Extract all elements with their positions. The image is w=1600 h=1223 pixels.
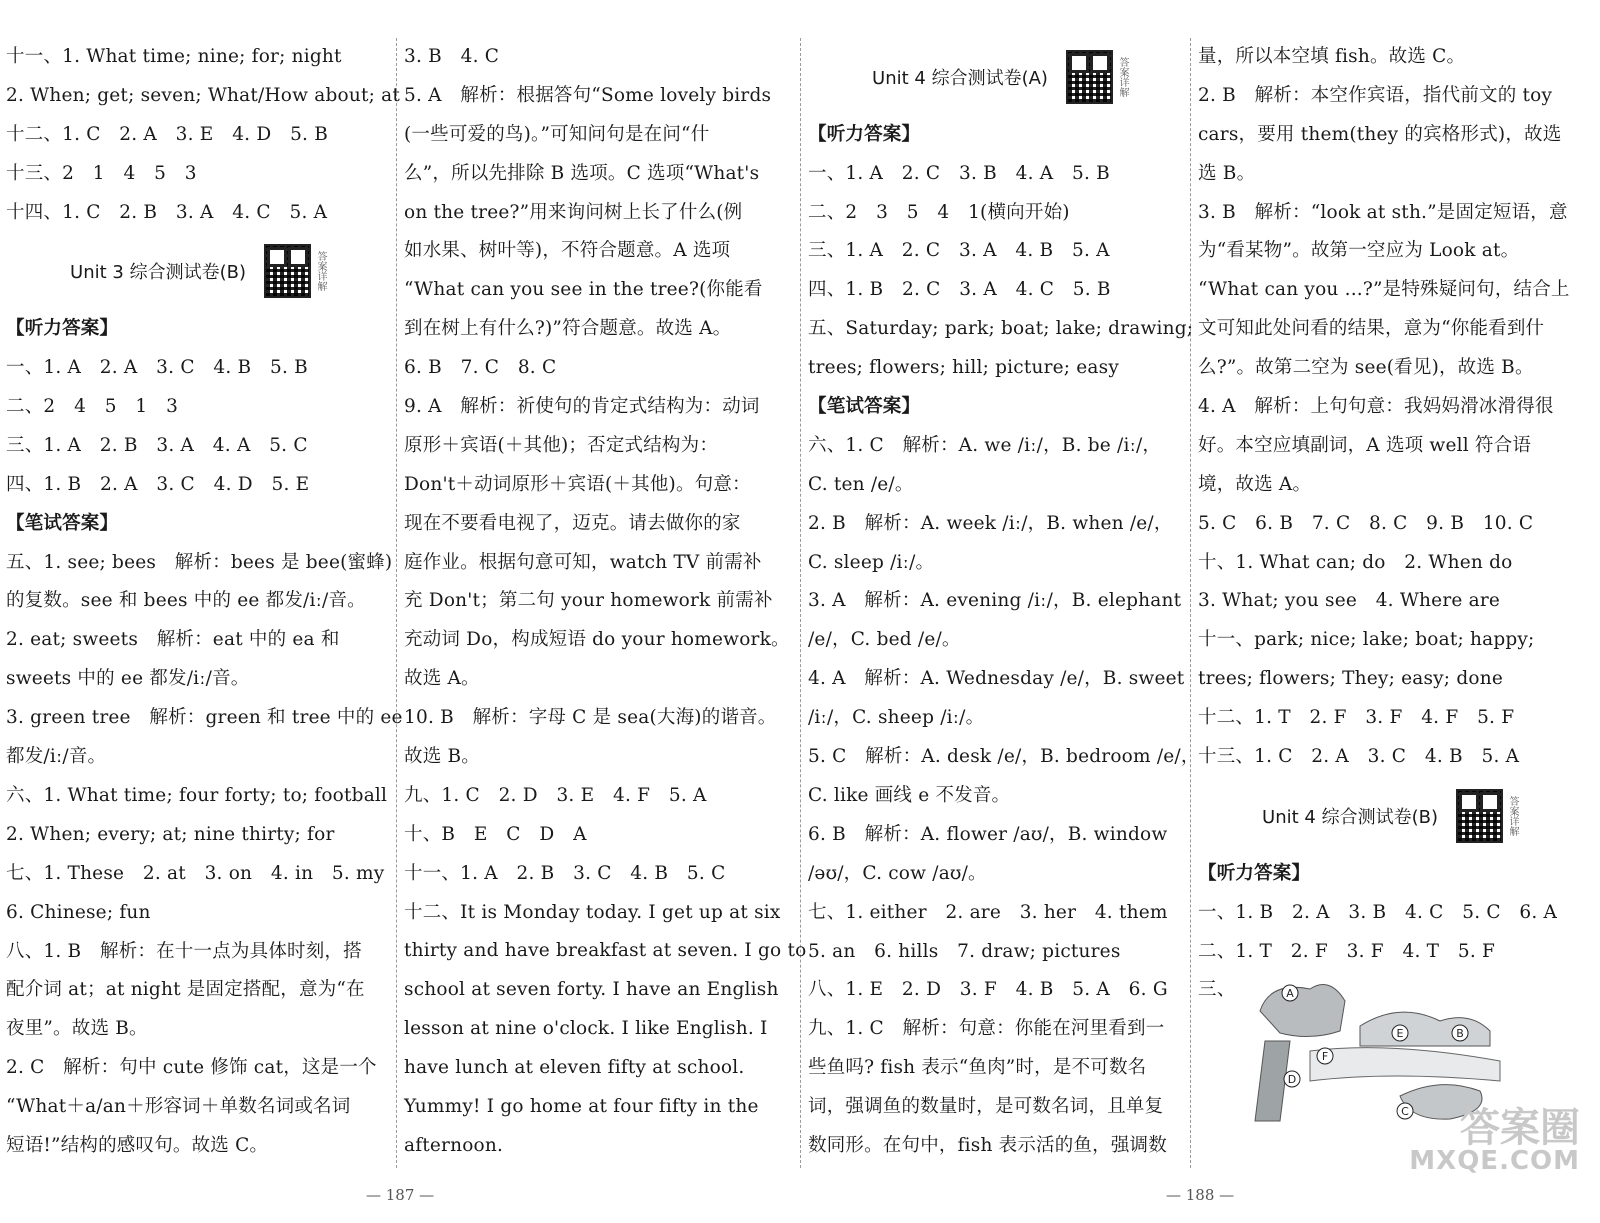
answer-line: 二、2 4 5 1 3 [6, 396, 179, 418]
answer-line: 九、1. C 解析：句意：你能在河里看到一 [808, 1018, 1165, 1040]
answer-line: /e/，C. bed /e/。 [808, 629, 961, 651]
answer-line: 九、1. C 2. D 3. E 4. F 5. A [404, 784, 707, 806]
answer-line: 配介词 at；at night 是固定搭配，意为“在 [6, 979, 365, 1001]
answer-line: “What＋a/an＋形容词＋单数名词或名词 [6, 1096, 351, 1118]
answer-line: 六、1. C 解析：A. we /iː/，B. be /iː/， [808, 434, 1162, 456]
answer-line: 4. A 解析：上句句意：我妈妈滑冰滑得很 [1198, 396, 1554, 418]
section-heading: 【笔试答案】 [6, 512, 119, 534]
answer-line: 充 Don't；第二句 your homework 前需补 [404, 590, 773, 612]
answer-line: 5. C 解析：A. desk /e/，B. bedroom /e/， [808, 746, 1200, 768]
answer-line: have lunch at eleven fifty at school. [404, 1057, 745, 1079]
answer-line: 庭作业。根据句意可知，watch TV 前需补 [404, 551, 762, 573]
answer-line: sweets 中的 ee 都发/iː/音。 [6, 668, 250, 690]
answer-line: 现在不要看电视了，迈克。请去做你的家 [404, 512, 741, 534]
answer-line: C. like 画线 e 不发音。 [808, 784, 1011, 806]
map-label-c: C [1401, 1105, 1409, 1119]
answer-line: trees; flowers; They; easy; done [1198, 668, 1503, 690]
column-4 [1198, 38, 1584, 1123]
map-label-a: A [1286, 987, 1294, 1001]
answer-line: trees; flowers; hill; picture; easy [808, 357, 1119, 379]
answer-line: 六、1. What time; four forty; to; football [6, 784, 388, 806]
answer-line: 3. green tree 解析：green 和 tree 中的 ee [6, 707, 403, 729]
answer-line: cars，要用 them(they 的宾格形式)，故选 [1198, 123, 1562, 145]
answer-line: (一些可爱的鸟)。”可知问句是在问“什 [404, 123, 710, 145]
section-heading: 【听力答案】 [6, 318, 119, 340]
column-3 [808, 38, 1200, 1166]
qr-code-icon[interactable]: 答案详解 [264, 239, 328, 303]
answer-line: 十、B E C D A [404, 823, 587, 845]
answer-line: 充动词 Do，构成短语 do your homework。 [404, 629, 790, 651]
map-label-d: D [1287, 1073, 1297, 1087]
answer-line: 6. B 7. C 8. C [404, 357, 557, 379]
answer-line: 6. B 解析：A. flower /aʊ/，B. window [808, 823, 1168, 845]
answer-line: school at seven forty. I have an English [404, 979, 779, 1001]
answer-line: 故选 B。 [404, 746, 480, 768]
answer-line: 2. B 解析：A. week /iː/，B. when /e/， [808, 512, 1173, 534]
answer-line: 十三、2 1 4 5 3 [6, 162, 197, 184]
answer-line: 2. When; get; seven; What/How about; at [6, 84, 400, 106]
map-label-b: B [1456, 1027, 1464, 1041]
answer-line: 文可知此处问看的结果，意为“你能看到什 [1198, 318, 1545, 340]
answer-line: 三、 [1198, 979, 1236, 1001]
answer-line: 词，强调鱼的数量时，是可数名词，且单复 [808, 1096, 1164, 1118]
answer-line: Don't＋动词原形＋宾语(＋其他)。句意： [404, 473, 751, 495]
answer-line: 好。本空应填副词，A 选项 well 符合语 [1198, 434, 1532, 456]
answer-line: 3. A 解析：A. evening /iː/，B. elephant [808, 590, 1182, 612]
title-text: Unit 4 综合测试卷(A) [872, 67, 1048, 89]
title-text: Unit 3 综合测试卷(B) [70, 262, 246, 284]
answer-line: 一、1. B 2. A 3. B 4. C 5. C 6. A [1198, 901, 1558, 923]
qr-code-icon[interactable]: 答案详解 [1066, 45, 1130, 109]
answer-line: “What can you ...?”是特殊疑问句，结合上 [1198, 279, 1570, 301]
section-heading: 【听力答案】 [1198, 862, 1311, 884]
answer-line: 八、1. E 2. D 3. F 4. B 5. A 6. G [808, 979, 1168, 1001]
answer-line: 原形＋宾语(＋其他)；否定式结构为： [404, 434, 719, 456]
answer-line: afternoon. [404, 1134, 504, 1156]
answer-line: 数同形。在句中，fish 表示活的鱼，强调数 [808, 1134, 1167, 1156]
answer-line: 选 B。 [1198, 162, 1256, 184]
answer-line: 么?”。故第二空为 see(看见)，故选 B。 [1198, 357, 1534, 379]
qr-code-icon[interactable]: 答案详解 [1456, 784, 1520, 848]
answer-line: 二、2 3 5 4 1(横向开始) [808, 201, 1070, 223]
answer-line: 5. C 6. B 7. C 8. C 9. B 10. C [1198, 512, 1534, 534]
answer-line: 短语!”结构的感叹句。故选 C。 [6, 1134, 269, 1156]
answer-line: 3. B 4. C [404, 46, 500, 67]
answer-line: thirty and have breakfast at seven. I go to [404, 940, 807, 962]
answer-line: 境，故选 A。 [1198, 473, 1312, 495]
answer-line: 十一、1. A 2. B 3. C 4. B 5. C [404, 862, 726, 884]
answer-line: C. ten /e/。 [808, 473, 914, 495]
answer-line: 十三、1. C 2. A 3. C 4. B 5. A [1198, 746, 1520, 768]
page-number-right: — 188 — [1166, 1186, 1235, 1204]
answer-line: 十二、It is Monday today. I get up at six [404, 901, 781, 923]
answer-line: 6. Chinese; fun [6, 901, 151, 923]
answer-line: 八、1. B 解析：在十一点为具体时刻，搭 [6, 940, 362, 962]
answer-line: 些鱼吗? fish 表示“鱼肉”时，是不可数名 [808, 1057, 1147, 1079]
answer-line: 3. What; you see 4. Where are [1198, 590, 1501, 612]
answer-line: 四、1. B 2. C 3. A 4. C 5. B [808, 279, 1111, 301]
answer-line: 十一、park; nice; lake; boat; happy; [1198, 629, 1535, 651]
answer-line: lesson at nine o'clock. I like English. I [404, 1018, 768, 1040]
page-number-left: — 187 — [366, 1186, 435, 1204]
answer-line: 一、1. A 2. A 3. C 4. B 5. B [6, 357, 308, 379]
answer-line: 四、1. B 2. A 3. C 4. D 5. E [6, 473, 310, 495]
answer-line: 五、Saturday; park; boat; lake; drawing; [808, 318, 1194, 340]
map-label-e: E [1396, 1027, 1404, 1041]
answer-line: 十二、1. T 2. F 3. F 4. F 5. F [1198, 707, 1515, 729]
answer-line: 的复数。see 和 bees 中的 ee 都发/iː/音。 [6, 590, 366, 612]
answer-line: 一、1. A 2. C 3. B 4. A 5. B [808, 162, 1110, 184]
answer-line: 都发/iː/音。 [6, 746, 107, 768]
answer-line: C. sleep /iː/。 [808, 551, 935, 573]
answer-line: Yummy! I go home at four fifty in the [404, 1096, 759, 1118]
answer-line: /iː/，C. sheep /iː/。 [808, 707, 985, 729]
answer-line: 七、1. These 2. at 3. on 4. in 5. my [6, 862, 385, 884]
answer-line: “What can you see in the tree?(你能看 [404, 279, 763, 301]
answer-line: 10. B 解析：字母 C 是 sea(大海)的谐音。 [404, 707, 777, 729]
answer-line: 5. A 解析：根据答句“Some lovely birds [404, 84, 772, 106]
answer-line: 十二、1. C 2. A 3. E 4. D 5. B [6, 123, 329, 145]
answer-line: 五、1. see; bees 解析：bees 是 bee(蜜蜂) [6, 551, 393, 573]
section-heading: 【听力答案】 [808, 123, 921, 145]
column-2 [404, 38, 807, 1166]
answer-line: 9. A 解析：祈使句的肯定式结构为：动词 [404, 396, 760, 418]
answer-line: 2. C 解析：句中 cute 修饰 cat，这是一个 [6, 1057, 377, 1079]
answer-line: 十四、1. C 2. B 3. A 4. C 5. A [6, 201, 328, 223]
map-illustration [1250, 971, 1510, 1123]
map-label-f: F [1321, 1050, 1329, 1064]
answer-line: on the tree?”用来询问树上长了什么(例 [404, 201, 743, 223]
answer-line: 故选 A。 [404, 668, 480, 690]
answer-line: 三、1. A 2. C 3. A 4. B 5. A [808, 240, 1110, 262]
answer-line: 夜里”。故选 B。 [6, 1018, 148, 1040]
answer-line: 2. When; every; at; nine thirty; for [6, 823, 335, 845]
answer-line: 量，所以本空填 fish。故选 C。 [1198, 46, 1466, 67]
answer-line: 4. A 解析：A. Wednesday /e/，B. sweet [808, 668, 1185, 690]
section-title-unit4b [1198, 777, 1584, 855]
answer-line: 为“看某物”。故第一空应为 Look at。 [1198, 240, 1520, 262]
section-title-unit4a [808, 38, 1194, 116]
column-1 [6, 38, 403, 1166]
answer-line: 二、1. T 2. F 3. F 4. T 5. F [1198, 940, 1496, 962]
column-divider [800, 38, 801, 1168]
watermark-logo: 答案圈 MXQE.COM [1409, 1105, 1580, 1176]
answer-line: 3. B 解析：“look at sth.”是固定短语，意 [1198, 201, 1568, 223]
answer-line: 5. an 6. hills 7. draw; pictures [808, 940, 1121, 962]
answer-line: 2. eat; sweets 解析：eat 中的 ea 和 [6, 629, 340, 651]
answer-line: 到在树上有什么?)”符合题意。故选 A。 [404, 318, 732, 340]
title-text: Unit 4 综合测试卷(B) [1262, 806, 1438, 828]
answer-line: 三、1. A 2. B 3. A 4. A 5. C [6, 434, 308, 456]
answer-line: 七、1. either 2. are 3. her 4. them [808, 901, 1168, 923]
answer-line: 十、1. What can; do 2. When do [1198, 551, 1513, 573]
answer-line: 十一、1. What time; nine; for; night [6, 46, 342, 67]
answer-line: /əʊ/，C. cow /aʊ/。 [808, 862, 987, 884]
answer-line: 如水果、树叶等)，不符合题意。A 选项 [404, 240, 731, 262]
section-title-unit3b [6, 232, 392, 310]
answer-line: 2. B 解析：本空作宾语，指代前文的 toy [1198, 84, 1553, 106]
answer-line: 么”，所以先排除 B 选项。C 选项“What's [404, 162, 760, 184]
column-divider [396, 38, 397, 1168]
section-heading: 【笔试答案】 [808, 396, 921, 418]
